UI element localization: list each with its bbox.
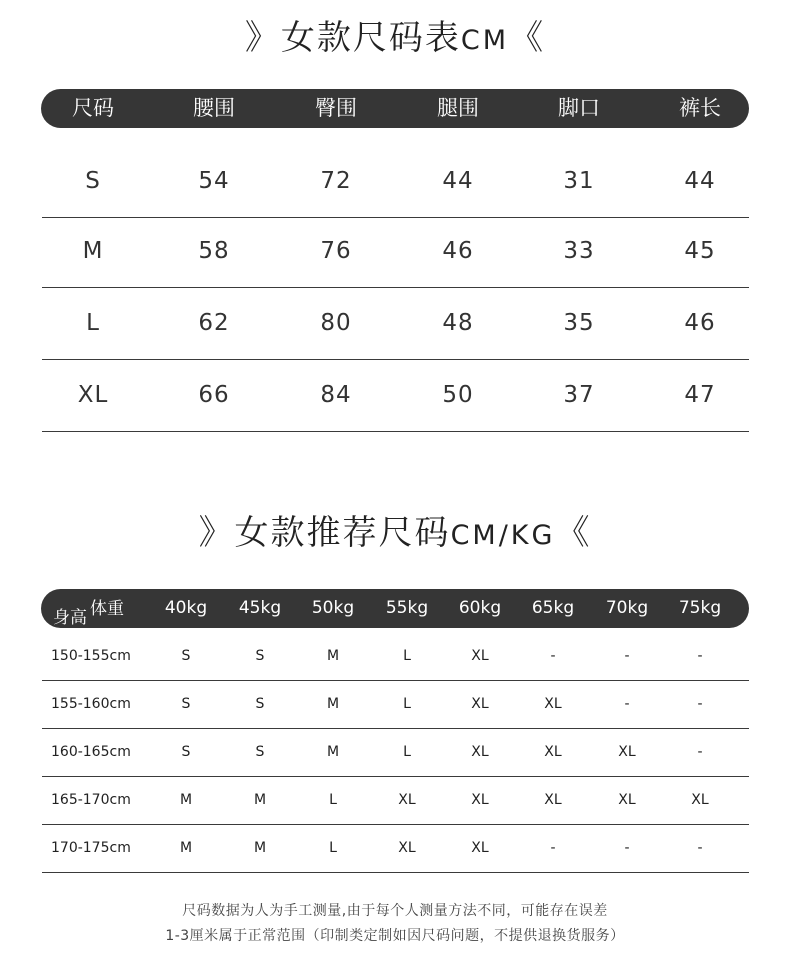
- recommended-size: L: [403, 648, 411, 664]
- recommended-size: M: [253, 840, 267, 856]
- measurement-value: 66: [198, 382, 230, 408]
- table-row: [42, 215, 749, 288]
- recommended-size: S: [181, 696, 191, 712]
- height-range: 170-175cm: [51, 840, 131, 856]
- recommended-size: -: [697, 648, 703, 664]
- size-chart-col-header: 脚口: [558, 96, 600, 120]
- size-chart-header: [41, 89, 749, 128]
- table-row: [42, 825, 749, 873]
- recommended-size: -: [697, 840, 703, 856]
- note-line-1: 尺码数据为人为手工测量,由于每个人测量方法不同，可能存在误差: [182, 903, 608, 919]
- recommended-size: XL: [544, 792, 562, 808]
- table-row: [42, 777, 749, 825]
- size-chart-col-header: 腿围: [437, 96, 479, 120]
- recommended-size: -: [624, 840, 630, 856]
- recommended-size: M: [179, 840, 193, 856]
- weight-label: 体重: [90, 599, 124, 619]
- recommended-size: -: [697, 696, 703, 712]
- size-chart-col-header: 臀围: [315, 96, 357, 120]
- measurement-value: 35: [563, 310, 595, 336]
- table-row: [42, 681, 749, 729]
- weight-col-header: 60kg: [458, 598, 502, 618]
- recommended-size: S: [255, 696, 265, 712]
- recommended-size: M: [326, 744, 340, 760]
- recommended-size: XL: [471, 648, 489, 664]
- size-label: XL: [77, 382, 109, 408]
- recommended-size: S: [181, 648, 191, 664]
- recommended-size: XL: [471, 744, 489, 760]
- height-range: 155-160cm: [51, 696, 131, 712]
- recommend-chart-title-text: 》女款推荐尺码: [198, 513, 451, 553]
- size-chart-title-unit: CM: [460, 25, 510, 56]
- measurement-value: 33: [563, 238, 595, 264]
- table-row: [42, 729, 749, 777]
- recommend-chart-header: [41, 589, 749, 628]
- size-chart-title: [0, 10, 790, 59]
- size-label: S: [85, 168, 101, 194]
- measurement-value: 44: [442, 168, 474, 194]
- recommended-size: XL: [471, 792, 489, 808]
- measurement-value: 48: [442, 310, 474, 336]
- measurement-value: 58: [198, 238, 230, 264]
- size-chart-title-end: 《: [509, 18, 546, 58]
- recommended-size: -: [550, 840, 556, 856]
- measurement-value: 31: [563, 168, 595, 194]
- recommended-size: XL: [471, 840, 489, 856]
- weight-col-header: 45kg: [238, 598, 282, 618]
- recommended-size: S: [181, 744, 191, 760]
- recommend-chart-title: [0, 505, 790, 554]
- measurement-value: 46: [684, 310, 716, 336]
- height-range: 165-170cm: [51, 792, 131, 808]
- recommended-size: XL: [544, 744, 562, 760]
- size-chart-col-header: 裤长: [679, 96, 721, 120]
- weight-col-header: 65kg: [531, 598, 575, 618]
- size-chart-col-header: 腰围: [193, 96, 235, 120]
- recommended-size: -: [624, 648, 630, 664]
- measurement-value: 44: [684, 168, 716, 194]
- size-label: L: [86, 310, 100, 336]
- weight-col-header: 50kg: [311, 598, 355, 618]
- table-row: [42, 359, 749, 432]
- recommended-size: -: [550, 648, 556, 664]
- recommended-size: L: [403, 696, 411, 712]
- table-row: [42, 145, 749, 218]
- header-corner: [53, 589, 133, 628]
- recommended-size: M: [253, 792, 267, 808]
- measurement-value: 54: [198, 168, 230, 194]
- size-chart-col-header: 尺码: [72, 96, 114, 120]
- recommended-size: -: [697, 744, 703, 760]
- recommended-size: S: [255, 744, 265, 760]
- recommended-size: XL: [691, 792, 709, 808]
- measurement-value: 84: [320, 382, 352, 408]
- weight-col-header: 70kg: [605, 598, 649, 618]
- weight-col-header: 40kg: [164, 598, 208, 618]
- recommended-size: L: [329, 840, 337, 856]
- weight-col-header: 75kg: [678, 598, 722, 618]
- recommended-size: XL: [398, 792, 416, 808]
- size-chart-title-text: 》女款尺码表: [244, 18, 461, 58]
- measurement-value: 80: [320, 310, 352, 336]
- measurement-value: 76: [320, 238, 352, 264]
- recommended-size: L: [403, 744, 411, 760]
- measurement-value: 47: [684, 382, 716, 408]
- recommended-size: M: [179, 792, 193, 808]
- height-label: 身高: [53, 608, 87, 628]
- recommended-size: L: [329, 792, 337, 808]
- table-row: [42, 633, 749, 681]
- height-range: 160-165cm: [51, 744, 131, 760]
- measurement-value: 62: [198, 310, 230, 336]
- weight-col-header: 55kg: [385, 598, 429, 618]
- measurement-value: 46: [442, 238, 474, 264]
- recommended-size: M: [326, 696, 340, 712]
- measurement-value: 45: [684, 238, 716, 264]
- recommended-size: XL: [398, 840, 416, 856]
- note-line-2: 1-3厘米属于正常范围（印制类定制如因尺码问题，不提供退换货服务）: [165, 928, 625, 944]
- recommend-chart-title-unit: CM/KG: [450, 520, 556, 551]
- recommended-size: -: [624, 696, 630, 712]
- recommended-size: XL: [618, 744, 636, 760]
- recommended-size: XL: [471, 696, 489, 712]
- table-row: [42, 287, 749, 360]
- recommend-chart-title-end: 《: [555, 513, 592, 553]
- recommended-size: S: [255, 648, 265, 664]
- recommended-size: XL: [618, 792, 636, 808]
- measurement-value: 37: [563, 382, 595, 408]
- height-range: 150-155cm: [51, 648, 131, 664]
- measurement-value: 72: [320, 168, 352, 194]
- size-label: M: [82, 238, 104, 264]
- recommended-size: XL: [544, 696, 562, 712]
- measurement-value: 50: [442, 382, 474, 408]
- recommended-size: M: [326, 648, 340, 664]
